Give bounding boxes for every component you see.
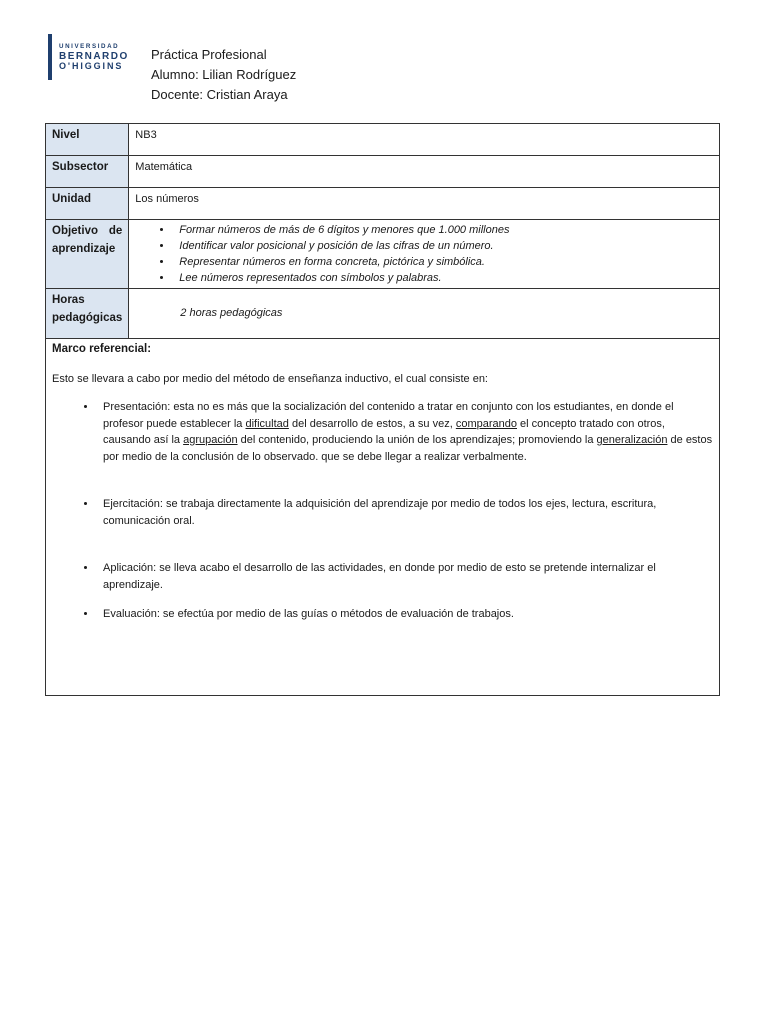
list-item: • Formar números de más de 6 dígitos y menores que 1.000 millones: [173, 222, 713, 238]
label-nivel: Nivel: [46, 124, 129, 156]
marco-intro: Esto se llevara a cabo por medio del método de enseñanza inductivo, el cual consiste en:: [52, 373, 488, 385]
label-objetivo: Objetivo de aprendizaje: [46, 220, 129, 289]
row-horas: [46, 289, 720, 339]
list-item: • Representar números en forma concreta, pictórica y simbólica.: [173, 254, 713, 270]
method-aplicacion: • Aplicación: se lleva acabo el desarrollo de las actividades, en donde por medio de esto se pretende internalizar el aprendizaje.: [97, 560, 713, 593]
header-student: Alumno: Lilian Rodríguez: [151, 67, 297, 82]
value-horas: [129, 289, 720, 339]
presentacion-text-5: de estos por medio de la conclusión de lo observado. que se debe llegar a realizar verbalmente.: [103, 434, 713, 463]
marco-cell: [46, 339, 720, 696]
presentacion-underline-1: dificultad: [245, 417, 289, 430]
value-nivel: NB3: [129, 124, 720, 156]
horas-text: 2 horas pedagógicas: [180, 307, 283, 319]
list-item: • Lee números representados con símbolos y palabras.: [173, 270, 713, 286]
logo-line-3: O'HIGGINS: [59, 61, 124, 71]
row-subsector: [46, 156, 720, 188]
row-objetivo: [46, 220, 720, 289]
presentacion-underline-2: comparando: [455, 417, 517, 430]
header-course: Práctica Profesional: [151, 47, 267, 62]
logo-line-1: UNIVERSIDAD: [59, 43, 120, 50]
row-marco: [46, 339, 720, 696]
label-subsector: Subsector: [46, 156, 129, 188]
presentacion-underline-4: generalización: [596, 434, 668, 446]
label-horas: Horas pedagógicas: [46, 289, 129, 339]
presentacion-text-4: del contenido, produciendo la unión de los aprendizajes; promoviendo la: [237, 434, 597, 446]
document-header: [151, 45, 296, 105]
header-teacher: Docente: Cristian Araya: [151, 87, 288, 102]
presentacion-text-1: Presentación: esta no es más que la socialización del contenido a tratar en conjunto con los estudiantes, en donde el profesor puede establecer la: [103, 401, 674, 430]
presentacion-text-3: el concepto tratado con otros, causando así la: [103, 417, 665, 446]
row-nivel: [46, 124, 720, 156]
method-evaluacion: • Evaluación: se efectúa por medio de las guías o métodos de evaluación de trabajos.: [97, 606, 713, 623]
method-ejercitacion: • Ejercitación: se trabaja directamente la adquisición del aprendizaje por medio de todos los ejes, lectura, escritura, comunicación oral.: [97, 496, 713, 529]
lesson-plan-table: [45, 123, 720, 696]
value-unidad: Los números: [129, 188, 720, 220]
method-presentacion: [97, 399, 713, 465]
university-logo: [46, 34, 141, 80]
logo-line-2: BERNARDO: [59, 51, 129, 62]
method-list: [52, 399, 713, 623]
presentacion-underline-3: agrupación: [183, 434, 238, 446]
label-unidad: Unidad: [46, 188, 129, 220]
objetivo-list: [135, 222, 713, 286]
list-item: • Identificar valor posicional y posición de las cifras de un número.: [173, 238, 713, 254]
value-subsector: Matemática: [129, 156, 720, 188]
value-objetivo: [129, 220, 720, 289]
logo-bar: [48, 34, 52, 80]
presentacion-text-2: del desarrollo de estos, a su vez,: [288, 417, 456, 430]
row-unidad: [46, 188, 720, 220]
marco-title: Marco referencial:: [52, 343, 152, 355]
